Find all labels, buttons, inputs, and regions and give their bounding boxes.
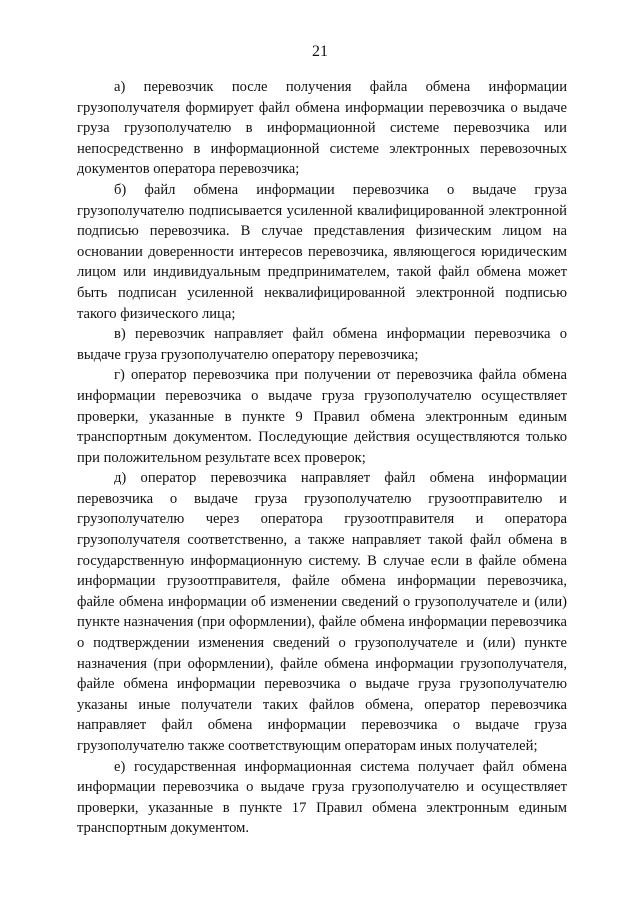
document-body [77,77,567,839]
paragraph-e: е) государственная информационная система получает файл обмена информации перевозчика о выдаче груза грузополучателю и осуществляет проверки, указанные в пункте 17 Правил обмена электронным единым транспортным документом. [77,758,567,837]
paragraph-d: д) оператор перевозчика направляет файл обмена информации перевозчика о выдаче груза грузополучателю грузоотправителю и грузополучателю через оператора грузоотправителя и оператора грузополучателя соответственно, а также направляет такой файл обмена в государственную информационную систему. В случае если в файле обмена информации грузоотправителя, файле обмена информации перевозчика, файле обмена информации об изменении сведений о грузополучателе и (или) пункте назначения (при оформлении), файле обмена информации перевозчика о подтверждении изменения сведений о грузополучателе и (или) пункте назначения (при оформлении), файле обмена информации грузополучателя, файле обмена информации перевозчика о выдаче груза грузополучателю указаны иные получатели таких файлов обмена, оператор перевозчика направляет файл обмена информации перевозчика о выдаче груза грузополучателю также соответствующим операторам иных получателей; [77,470,567,754]
paragraph-g: г) оператор перевозчика при получении от перевозчика файла обмена информации перевозчика о выдаче груза грузополучателю осуществляет проверки, указанные в пункте 9 Правил обмена электронным единым транспортным документом. Последующие действия осуществляются только при положительном результате всех проверок; [77,367,567,466]
paragraph-v: в) перевозчик направляет файл обмена информации перевозчика о выдаче груза грузополучателю оператору перевозчика; [77,326,567,363]
paragraph-a: а) перевозчик после получения файла обмена информации грузополучателя формирует файл обмена информации перевозчика о выдаче груза грузополучателю в информационной системе перевозчика или непосредственно в информационной системе электронных перевозочных документов оператора перевозчика; [77,79,567,178]
page-number: 21 [312,43,328,60]
paragraph-b: б) файл обмена информации перевозчика о выдаче груза грузополучателю подписывается усиленной квалифицированной электронной подписью перевозчика. В случае представления физическим лицом на основании доверенности интересов перевозчика, являющегося юридическим лицом или индивидуальным предпринимателем, такой файл обмена может быть подписан усиленной неквалифицированной электронной подписью такого физического лица; [77,181,567,322]
